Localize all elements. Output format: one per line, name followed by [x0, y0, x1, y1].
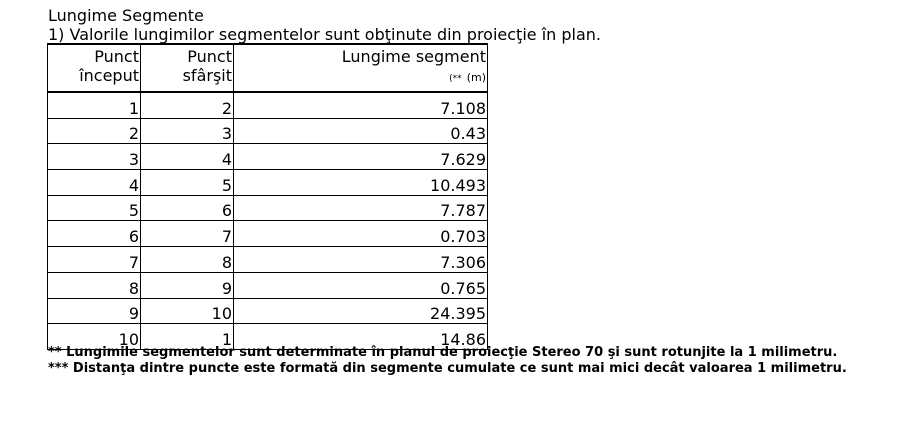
cell-end: 6 — [141, 195, 234, 221]
cell-start: 2 — [48, 118, 141, 144]
cell-end: 10 — [141, 298, 234, 324]
table-row — [48, 298, 488, 324]
page-title: Lungime Segmente — [48, 6, 204, 25]
cell-length: 24.395 — [234, 298, 488, 324]
cell-length: 10.493 — [234, 170, 488, 196]
page-subtitle: 1) Valorile lungimilor segmentelor sunt obţinute din proiecţie în plan. — [48, 25, 601, 44]
cell-end: 8 — [141, 247, 234, 273]
cell-start: 10 — [48, 324, 141, 350]
cell-end: 3 — [141, 118, 234, 144]
cell-length: 7.629 — [234, 144, 488, 170]
header-length-note: (** — [449, 74, 462, 84]
table-row — [48, 170, 488, 196]
cell-length: 0.765 — [234, 272, 488, 298]
cell-end: 5 — [141, 170, 234, 196]
cell-end: 2 — [141, 92, 234, 118]
cell-start: 3 — [48, 144, 141, 170]
cell-length: 7.108 — [234, 92, 488, 118]
cell-start: 8 — [48, 272, 141, 298]
cell-start: 9 — [48, 298, 141, 324]
cell-start: 1 — [48, 92, 141, 118]
cell-start: 5 — [48, 195, 141, 221]
header-start-point — [48, 44, 141, 92]
header-start-line1: Punct — [94, 47, 139, 66]
table-body — [48, 92, 488, 349]
table-row — [48, 221, 488, 247]
cell-end: 7 — [141, 221, 234, 247]
segment-table — [47, 43, 488, 350]
header-segment-length — [234, 44, 488, 92]
cell-end: 9 — [141, 272, 234, 298]
cell-end: 1 — [141, 324, 234, 350]
cell-start: 7 — [48, 247, 141, 273]
header-end-point — [141, 44, 234, 92]
footnote-cumulative-distance: *** Distanţa dintre puncte este formată din segmente cumulate ce sunt mai mici decât valoarea 1 milimetru. — [48, 361, 847, 376]
cell-length: 0.703 — [234, 221, 488, 247]
header-start-line2: început — [79, 66, 139, 85]
table-row — [48, 247, 488, 273]
cell-length: 7.787 — [234, 195, 488, 221]
table-row — [48, 195, 488, 221]
cell-length: 7.306 — [234, 247, 488, 273]
table-row — [48, 92, 488, 118]
table-row — [48, 144, 488, 170]
cell-start: 6 — [48, 221, 141, 247]
header-length-line1: Lungime segment — [341, 47, 486, 66]
table-row — [48, 272, 488, 298]
cell-end: 4 — [141, 144, 234, 170]
footnote-rounding: ** Lungimile segmentelor sunt determinate în planul de proiecţie Stereo 70 şi sunt rotunjite la 1 milimetru. — [48, 345, 838, 360]
header-length-unit: (m) — [466, 71, 486, 84]
table-row — [48, 118, 488, 144]
cell-start: 4 — [48, 170, 141, 196]
cell-length: 14.86 — [234, 324, 488, 350]
header-end-line1: Punct — [187, 47, 232, 66]
table-header-row — [48, 44, 488, 92]
table-header — [48, 44, 488, 92]
cell-length: 0.43 — [234, 118, 488, 144]
header-end-line2: sfârşit — [182, 66, 232, 85]
